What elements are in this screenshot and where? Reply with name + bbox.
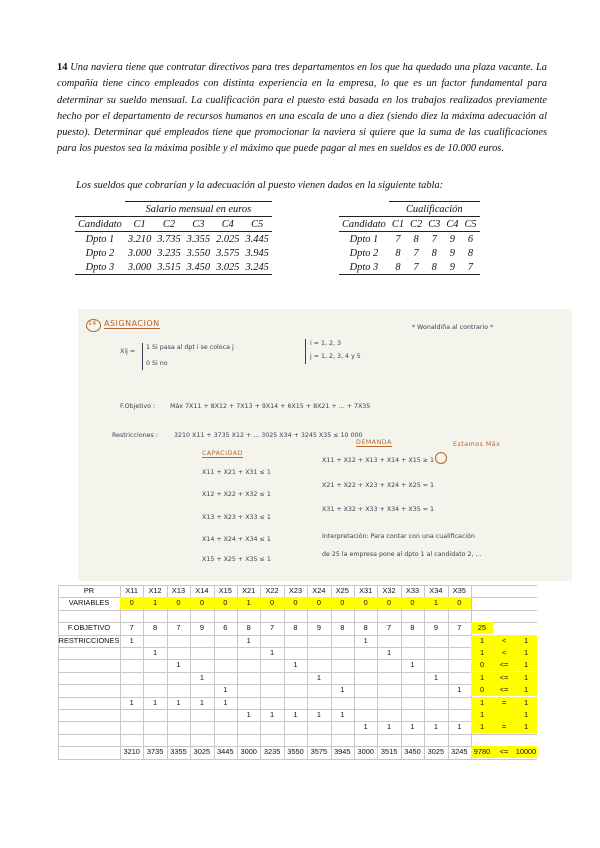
restr-coef: 3550 bbox=[287, 747, 304, 757]
restr-rhs: 1 bbox=[515, 659, 537, 671]
fobj-coef: 9 bbox=[316, 623, 321, 633]
variable-value: 0 bbox=[448, 597, 471, 609]
cell: 8 bbox=[395, 247, 401, 259]
fobj-coef: 7 bbox=[387, 623, 392, 633]
fobj-coef: 8 bbox=[293, 623, 298, 633]
var-header: X22 bbox=[265, 586, 279, 595]
variables-label: VARIABLES bbox=[68, 598, 110, 608]
solver-spreadsheet bbox=[58, 585, 536, 765]
restr-op: = bbox=[493, 697, 515, 709]
variable-value: 0 bbox=[331, 597, 354, 609]
restr-lhs: 1 bbox=[471, 721, 493, 733]
qual-group-header: Cualificación bbox=[389, 202, 480, 217]
notes-dom1: i = 1, 2, 3 bbox=[310, 340, 342, 347]
restr-coef: 1 bbox=[223, 685, 228, 695]
row-label: Dpto 3 bbox=[75, 260, 125, 275]
variable-value: 0 bbox=[401, 597, 424, 609]
notes-objective: Máx 7X11 + 8X12 + 7X13 + 9X14 + 6X15 + 8X21 + ... + 7X35 bbox=[170, 403, 371, 410]
problem-number: 14 bbox=[57, 62, 68, 73]
notes-cap: X11 + X21 + X31 ≤ 1 bbox=[202, 469, 271, 476]
sheet-corner: PR bbox=[83, 586, 95, 595]
notes-restr-main: 3210 X11 + 3735 X12 + ... 3025 X34 + 3245 X35 ≤ 10 000 bbox=[174, 432, 363, 439]
restr-coef: 3210 bbox=[123, 747, 140, 757]
notes-xij: Xij = bbox=[120, 348, 136, 355]
restr-coef: 1 bbox=[293, 710, 298, 719]
fobj-coef: 9 bbox=[199, 623, 204, 633]
var-header: X32 bbox=[382, 586, 396, 595]
variable-value: 0 bbox=[377, 597, 400, 609]
restr-op: <= bbox=[493, 672, 515, 684]
restr-coef: 3245 bbox=[451, 747, 468, 757]
fobj-coef: 7 bbox=[270, 623, 275, 633]
restr-coef: 1 bbox=[176, 660, 181, 670]
variable-value: 0 bbox=[354, 597, 377, 609]
fobj-coef: 8 bbox=[340, 623, 345, 633]
variable-value: 0 bbox=[307, 597, 330, 609]
restr-coef: 1 bbox=[340, 710, 345, 719]
restr-coef: 1 bbox=[246, 710, 251, 719]
notes-title: ASIGNACION bbox=[104, 319, 160, 328]
grid-line bbox=[143, 585, 144, 759]
grid-line bbox=[58, 585, 59, 759]
variable-value: 0 bbox=[190, 597, 213, 609]
variable-value: 0 bbox=[214, 597, 237, 609]
cell: 3.235 bbox=[157, 247, 181, 259]
notes-number: 14 bbox=[88, 320, 97, 327]
restr-rhs: 1 bbox=[515, 697, 537, 709]
restr-lhs: 9780 bbox=[471, 746, 493, 758]
restr-coef: 3235 bbox=[263, 747, 281, 757]
notes-interpretation: de 25 la empresa pone al dpto 1 al candidato 2, ... bbox=[322, 551, 482, 558]
restr-op: < bbox=[493, 635, 515, 647]
cell: 3.735 bbox=[157, 233, 181, 245]
fobj-coef: 7 bbox=[176, 623, 181, 633]
restr-coef: 1 bbox=[223, 697, 228, 707]
notes-dem: X31 + X32 + X33 + X34 + X35 = 1 bbox=[322, 506, 435, 513]
notes-dem: X21 + X22 + X23 + X24 + X25 = 1 bbox=[322, 482, 435, 489]
restr-coef: 1 bbox=[270, 648, 275, 657]
restr-coef: 1 bbox=[129, 697, 134, 707]
notes-cap: X13 + X23 + X33 ≤ 1 bbox=[202, 514, 271, 521]
notes-cap: X14 + X24 + X34 ≤ 1 bbox=[202, 536, 271, 543]
qual-col: C4 bbox=[443, 217, 461, 232]
restr-coef: 1 bbox=[153, 697, 158, 707]
salary-col: C1 bbox=[125, 217, 154, 232]
var-header: X25 bbox=[335, 586, 349, 595]
restr-coef: 1 bbox=[410, 722, 415, 732]
cell: 3.445 bbox=[245, 233, 269, 245]
salary-corner: Candidato bbox=[75, 217, 125, 232]
cell: 2.025 bbox=[216, 233, 240, 245]
grid-line bbox=[58, 734, 537, 735]
var-header: X35 bbox=[452, 586, 466, 595]
notes-top-right: * Wonaldiña al contrario * bbox=[412, 324, 494, 331]
var-header: X21 bbox=[242, 586, 256, 595]
var-header: X15 bbox=[218, 586, 232, 595]
cell: 3.550 bbox=[186, 247, 211, 259]
left-brace bbox=[142, 343, 143, 370]
restr-coef: 1 bbox=[387, 722, 392, 732]
cell: 3.000 bbox=[127, 247, 152, 259]
restr-rhs: 1 bbox=[515, 721, 537, 733]
salary-row bbox=[75, 246, 272, 260]
salary-col: C2 bbox=[154, 217, 183, 232]
cell: 3.210 bbox=[127, 233, 152, 245]
grid-line bbox=[120, 585, 121, 759]
notes-dem: X11 + X12 + X13 + X14 + X15 ≥ 1 bbox=[322, 457, 435, 464]
qualification-table bbox=[339, 201, 480, 275]
var-header: X31 bbox=[359, 586, 373, 595]
restr-coef: 1 bbox=[363, 722, 368, 732]
cell: 7 bbox=[461, 260, 479, 275]
variable-value: 0 bbox=[167, 597, 190, 609]
cell: 3.245 bbox=[242, 260, 271, 275]
restr-coef: 1 bbox=[176, 697, 181, 707]
var-header: X33 bbox=[405, 586, 420, 595]
restr-coef: 1 bbox=[199, 672, 204, 682]
grid-line bbox=[58, 672, 537, 673]
row-label: Dpto 1 bbox=[349, 233, 379, 245]
restr-coef: 3945 bbox=[334, 747, 351, 757]
restr-op bbox=[493, 709, 515, 721]
qual-row bbox=[339, 232, 480, 247]
restr-coef: 1 bbox=[270, 710, 275, 719]
restr-coef: 1 bbox=[153, 648, 158, 657]
qual-col: C5 bbox=[461, 217, 479, 232]
restr-coef: 1 bbox=[433, 722, 438, 732]
restr-rhs: 1 bbox=[515, 672, 537, 684]
variable-value: 1 bbox=[143, 597, 166, 609]
restr-rhs: 1 bbox=[515, 709, 537, 721]
salary-row bbox=[75, 232, 272, 247]
handwritten-notes bbox=[78, 309, 572, 581]
qual-row bbox=[339, 260, 480, 275]
restr-coef: 1 bbox=[293, 660, 298, 670]
restr-coef: 3000 bbox=[240, 747, 257, 757]
qual-col: C3 bbox=[425, 217, 443, 232]
restr-op: < bbox=[493, 647, 515, 659]
cell: 3.355 bbox=[186, 233, 211, 245]
qual-col: C1 bbox=[389, 217, 407, 232]
grid-line bbox=[237, 585, 238, 759]
cell: 8 bbox=[413, 233, 419, 245]
notes-demanda: DEMANDA bbox=[356, 439, 392, 446]
fobj-coef: 8 bbox=[363, 623, 368, 633]
notes-cap: X12 + X22 + X32 ≤ 1 bbox=[202, 491, 271, 498]
restr-coef: 1 bbox=[129, 635, 134, 645]
restr-rhs: 1 bbox=[515, 635, 537, 647]
restr-coef: 1 bbox=[316, 672, 321, 682]
salary-row bbox=[75, 260, 272, 275]
fobj-coef: 8 bbox=[410, 623, 415, 633]
cell: 3.000 bbox=[125, 260, 154, 275]
restr-op: <= bbox=[493, 659, 515, 671]
restr-op: = bbox=[493, 721, 515, 733]
variable-value: 0 bbox=[120, 597, 143, 609]
fobj-coef: 7 bbox=[129, 623, 134, 633]
var-header: X24 bbox=[312, 586, 326, 595]
qual-col: C2 bbox=[407, 217, 425, 232]
notes-capacidad: CAPACIDAD bbox=[202, 450, 243, 457]
var-header: X11 bbox=[125, 586, 138, 595]
cell: 9 bbox=[449, 247, 455, 259]
qual-row bbox=[339, 246, 480, 260]
notes-def2: 0 Si no bbox=[146, 360, 168, 367]
restr-coef: 3515 bbox=[380, 747, 398, 757]
restr-op: <= bbox=[493, 746, 515, 758]
restr-coef: 1 bbox=[410, 660, 415, 670]
fobj-coef: 8 bbox=[246, 623, 251, 633]
restr-lhs: 1 bbox=[471, 697, 493, 709]
variable-value: 1 bbox=[424, 597, 447, 609]
cell: 7 bbox=[413, 247, 419, 259]
grid-line bbox=[284, 585, 285, 759]
cell: 6 bbox=[467, 233, 474, 245]
restr-coef: 3450 bbox=[404, 747, 421, 757]
salary-col: C3 bbox=[184, 217, 213, 232]
salary-col: C5 bbox=[242, 217, 271, 232]
restr-coef: 1 bbox=[246, 635, 251, 645]
var-header: X14 bbox=[195, 586, 209, 595]
restr-rhs: 1 bbox=[515, 647, 537, 659]
cell: 8 bbox=[467, 247, 474, 259]
var-header: X34 bbox=[429, 586, 443, 595]
cell: 3.945 bbox=[245, 247, 269, 259]
restr-coef: 3355 bbox=[170, 747, 187, 757]
restr-coef: 3445 bbox=[217, 747, 234, 757]
notes-interpretation: Interpretación: Para contar con una cualificación bbox=[322, 533, 475, 540]
restr-lhs: 1 bbox=[471, 672, 493, 684]
restr-coef: 3000 bbox=[357, 747, 374, 757]
restr-lhs: 1 bbox=[471, 647, 493, 659]
cell: 7 bbox=[395, 233, 401, 245]
fobj-coef: 8 bbox=[153, 623, 158, 633]
restr-lhs: 0 bbox=[471, 659, 493, 671]
restr-rhs: 1 bbox=[515, 684, 537, 696]
qual-corner: Candidato bbox=[339, 217, 389, 232]
fobj-label: F.OBJETIVO bbox=[67, 623, 111, 633]
fobj-coef: 9 bbox=[433, 623, 438, 633]
restr-coef: 3025 bbox=[427, 747, 445, 757]
cell: 3.025 bbox=[213, 260, 242, 275]
restr-coef: 3025 bbox=[193, 747, 211, 757]
notes-cap: X15 + X25 + X35 ≤ 1 bbox=[202, 556, 271, 563]
cell: 8 bbox=[431, 247, 437, 259]
var-header: X13 bbox=[171, 586, 186, 595]
restr-coef: 1 bbox=[433, 672, 438, 682]
restr-coef: 1 bbox=[199, 697, 204, 707]
restr-rhs: 10000 bbox=[515, 747, 537, 757]
restr-lhs: 1 bbox=[471, 709, 493, 721]
grid-line bbox=[58, 647, 537, 648]
restr-coef: 1 bbox=[316, 710, 321, 719]
cell: 8 bbox=[425, 260, 443, 275]
restr-lhs: 1 bbox=[471, 635, 493, 647]
cell: 9 bbox=[449, 233, 455, 245]
problem-statement bbox=[57, 60, 547, 158]
restr-coef: 3575 bbox=[310, 747, 328, 757]
restr-coef: 1 bbox=[457, 722, 462, 732]
variable-value: 0 bbox=[284, 597, 307, 609]
restr-label: RESTRICCIONES bbox=[58, 635, 120, 645]
grid-line bbox=[58, 610, 537, 611]
cell: 9 bbox=[443, 260, 461, 275]
cell: 3.575 bbox=[216, 247, 240, 259]
result-circle bbox=[435, 452, 447, 464]
notes-estamos: Estamos Máx bbox=[453, 441, 501, 448]
cell: 8 bbox=[389, 260, 407, 275]
row-label: Dpto 1 bbox=[85, 233, 115, 245]
fobj-result: 25 bbox=[471, 622, 493, 634]
cell: 7 bbox=[407, 260, 425, 275]
row-label: Dpto 2 bbox=[349, 247, 379, 259]
var-header: X12 bbox=[148, 586, 162, 595]
restr-coef: 1 bbox=[387, 648, 392, 657]
cell: 3.450 bbox=[184, 260, 213, 275]
restr-coef: 1 bbox=[340, 685, 345, 695]
problem-text: Una naviera tiene que contratar directivos para tres departamentos en los que ha quedado una plaza vacante. La compañía tiene cinco empleados con distinta experiencia en la empresa, lo que es un factor fundamental para determinar su sueldo mensual. La cualificación para el puesto está basada en los trabajos realizados previamente hecho por el departamento de recursos humanos en una escala de uno a diez (siendo diez la máxima adecuación al puesto). Determinar qué empleados tiene que promocionar la naviera si quiere que la suma de las cualificaciones para los puestos sea la máxima posible y el máximo que puede pagar al mes en sueldos es de 10.000 euros. bbox=[57, 62, 547, 155]
variable-value: 1 bbox=[237, 597, 260, 609]
restr-op: <= bbox=[493, 684, 515, 696]
grid-line bbox=[331, 585, 332, 759]
notes-dom2: j = 1, 2, 3, 4 y 5 bbox=[310, 353, 361, 360]
cell: 3.515 bbox=[154, 260, 183, 275]
row-label: Dpto 3 bbox=[339, 260, 389, 275]
domain-brace bbox=[305, 339, 306, 364]
salary-col: C4 bbox=[213, 217, 242, 232]
restr-coef: 1 bbox=[457, 685, 462, 695]
grid-line bbox=[167, 585, 168, 759]
cell: 7 bbox=[431, 233, 437, 245]
restr-coef: 3735 bbox=[146, 747, 164, 757]
fobj-coef: 7 bbox=[457, 623, 462, 633]
table-intro: Los sueldos que cobrarían y la adecuación al puesto vienen dados en la siguiente tabla: bbox=[76, 180, 444, 191]
notes-objective-label: F.Objetivo : bbox=[120, 403, 156, 410]
variable-value: 0 bbox=[260, 597, 283, 609]
notes-restr-label: Restricciones : bbox=[112, 432, 158, 439]
salary-table bbox=[75, 201, 272, 275]
var-header: X23 bbox=[288, 586, 303, 595]
restr-coef: 1 bbox=[363, 635, 368, 645]
grid-line bbox=[214, 585, 215, 759]
restr-lhs: 0 bbox=[471, 684, 493, 696]
fobj-coef: 6 bbox=[223, 623, 228, 633]
notes-def1: 1 Si pasa al dpt i se coloca j bbox=[146, 344, 234, 351]
grid-line bbox=[58, 759, 537, 760]
row-label: Dpto 2 bbox=[85, 247, 115, 259]
salary-group-header: Salario mensual en euros bbox=[125, 202, 272, 217]
grid-line bbox=[260, 585, 261, 759]
